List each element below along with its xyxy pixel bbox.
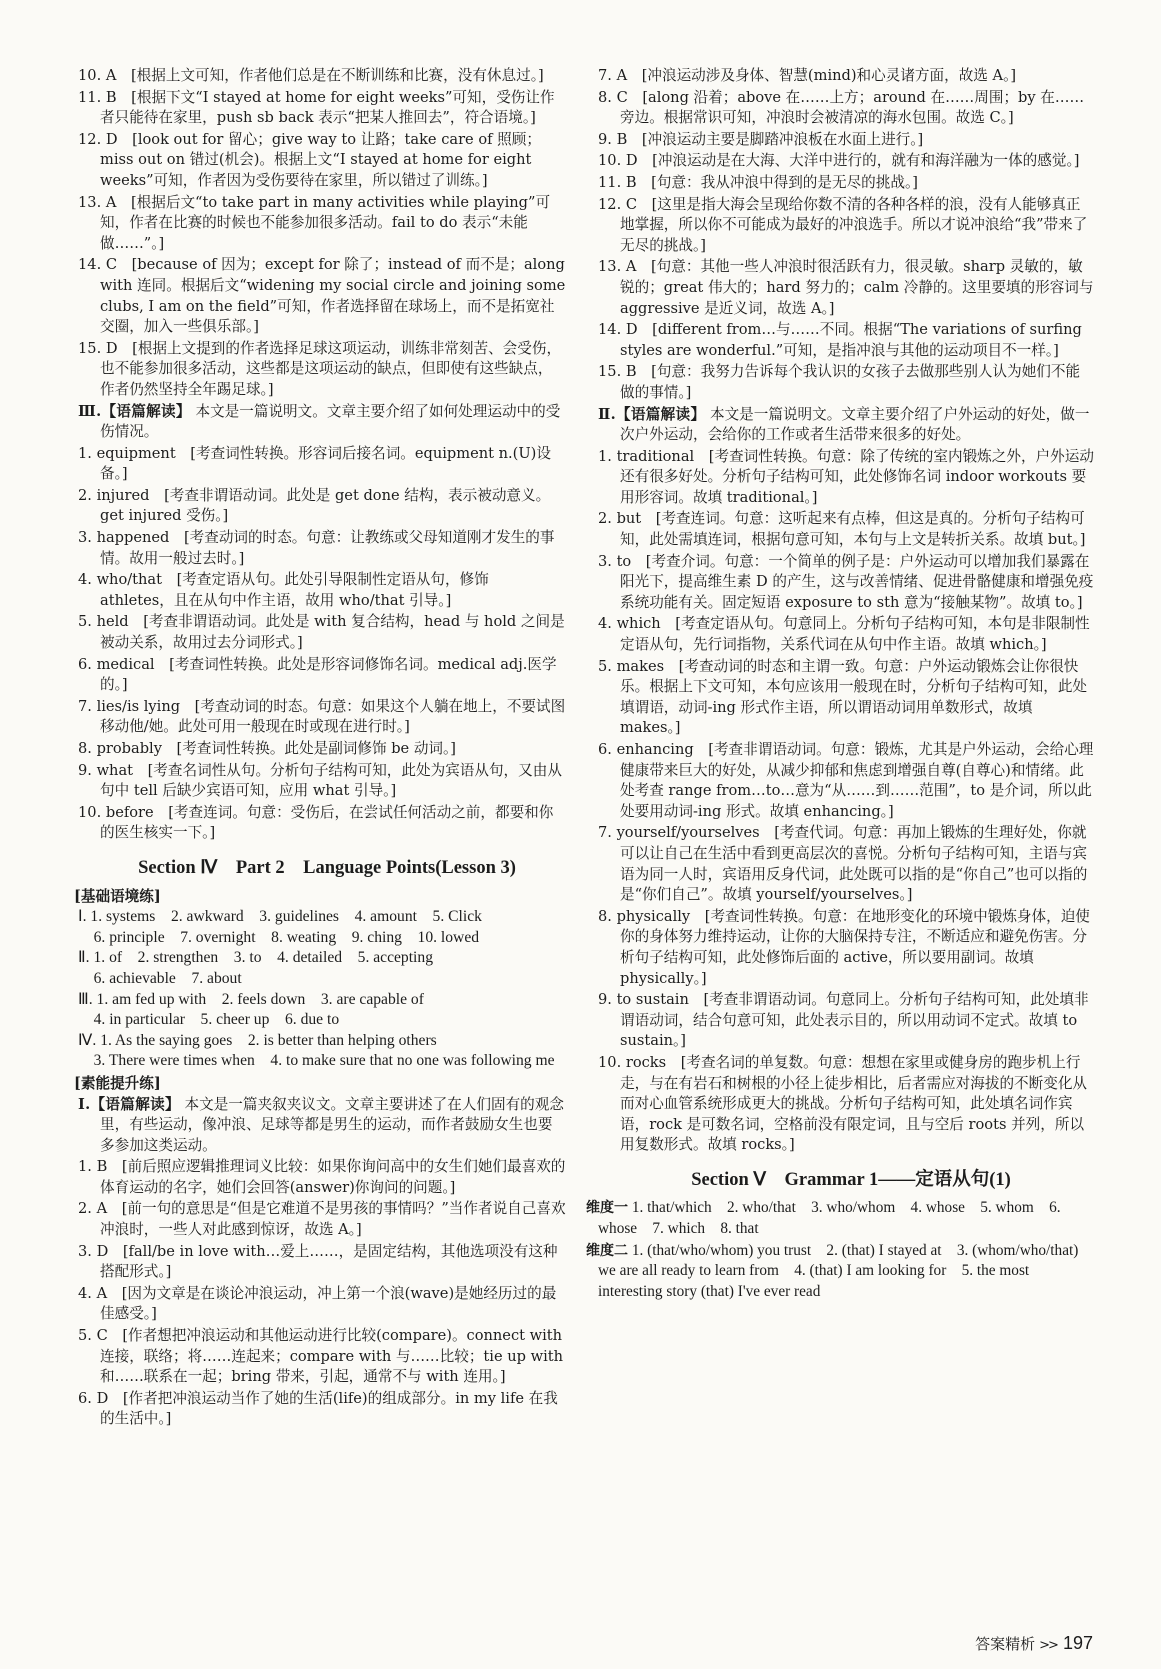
answer-item: 13. A [句意：其他一些人冲浪时很活跃有力，很灵敏。sharp 灵敏的，敏锐的；great 伟大的；hard 努力的；calm 冷静的。这里要填的形容词与 aggressive 是近义词，故选 A。] (598, 258, 1094, 317)
answer-item: 2. injured [考查非谓语动词。此处是 get done 结构，表示被动意义。get injured 受伤。] (78, 486, 551, 525)
section-ii-reading-block (598, 405, 1094, 446)
passage-i-reading-block (78, 1095, 566, 1157)
dimension-two-row (586, 1241, 1094, 1303)
basic-practice-heading: [基础语境练] (74, 887, 161, 905)
answer-item: 1. equipment [考查词性转换。形容词后接名词。equipment n.(U)设备。] (78, 444, 551, 483)
section-iv-title: Section Ⅳ Part 2 Language Points(Lesson 3) (138, 857, 516, 878)
vocab-row: 4. in particular 5. cheer up 6. due to (78, 1011, 340, 1029)
dimension-one-answers: 1. that/which 2. who/that 3. who/whom 4. whose 5. whom 6. whose 7. which 8. that (598, 1199, 1061, 1238)
dimension-two-label: 维度二 (586, 1242, 628, 1259)
chevron-right-icon: >> (1039, 1638, 1057, 1653)
answer-item: 7. lies/is lying [考查动词的时态。句意：如果这个人躺在地上，不要试图移动他/她。此处可用一般现在时或现在进行时。] (78, 697, 566, 736)
vocab-row: 6. principle 7. overnight 8. weating 9. ching 10. lowed (78, 928, 480, 946)
vocab-row: 3. There were times when 4. to make sure that no one was following me (78, 1052, 555, 1070)
vocab-answers (78, 907, 566, 1072)
answer-item: 12. C [这里是指大海会呈现给你数不清的各种各样的浪，没有人能够真正地掌握，所以你不可能成为最好的冲浪选手。所以才说冲浪给“我”带来了无尽的挑战。] (598, 195, 1088, 254)
answer-item: 1. traditional [考查词性转换。句意：除了传统的室内锻炼之外，户外运动还有很多好处。分析句子结构可知，此处修饰名词 indoor workouts 要用形容词。故填 traditional。] (598, 447, 1094, 506)
vocab-row: Ⅲ. 1. am fed up with 2. feels down 3. are capable of (78, 990, 424, 1008)
answer-item: 6. enhancing [考查非谓语动词。句意：锻炼，尤其是户外运动，会给心理健康带来巨大的好处，从减少抑郁和焦虑到增强自尊(自尊心)和情绪。此处考查 range from…to…意为“从……到……范围”，to 是介词，所以此处要用动词-ing 形式。故填 enhancing。] (598, 741, 1094, 820)
answer-item: 10. rocks [考查名词的单复数。句意：想想在家里或健身房的跑步机上行走，与在有岩石和树根的小径上徒步相比，后者需应对海拔的不断变化从而对心血管系统形成更大的挑战。分析句子结构可知，此处填名词作宾语，rock 是可数名词，空格前没有限定词，且与空后 roots 并列，所以用复数形式。故填 rocks。] (598, 1053, 1088, 1154)
answer-item: 5. makes [考查动词的时态和主谓一致。句意：户外运动锻炼会让你很快乐。根据上下文可知，本句应该用一般现在时，分析句子结构可知，此处填谓语，动词-ing 形式作主语，所以谓语动词用单数形式，故填 makes。] (598, 657, 1088, 737)
answer-item: 9. to sustain [考查非谓语动词。句意同上。分析句子结构可知，此处填非谓语动词，结合句意可知，此处表示目的，所以用动词不定式。故填 to sustain。] (598, 991, 1089, 1050)
answer-item: 11. B [根据下文“I stayed at home for eight weeks”可知，受伤让作者只能待在家里，push sb back 表示“把某人推回去”，符合语境。] (78, 88, 555, 127)
answer-item: 10. A [根据上文可知，作者他们总是在不断训练和比赛，没有休息过。] (78, 67, 544, 84)
answer-item: 7. A [冲浪运动涉及身体、智慧(mind)和心灵诸方面，故选 A。] (598, 67, 1017, 84)
vocab-row: Ⅱ. 1. of 2. strengthen 3. to 4. detailed 5. accepting (78, 949, 433, 967)
answer-item: 9. B [冲浪运动主要是脚踏冲浪板在水面上进行。] (598, 130, 924, 148)
vocab-row: Ⅳ. 1. As the saying goes 2. is better than helping others (78, 1031, 437, 1049)
section-ii-heading: Ⅱ.【语篇解读】 (598, 405, 706, 423)
answer-item: 4. which [考查定语从句。句意同上。分析句子结构可知，本句是非限制性定语从句，先行词指物，关系代词在从句中作主语。故填 which。] (598, 615, 1090, 654)
dimension-one-row (586, 1198, 1094, 1239)
section-v-title: Section Ⅴ Grammar 1——定语从句(1) (691, 1169, 1011, 1190)
answer-item: 3. happened [考查动词的时态。句意：让教练或父母知道刚才发生的事情。故用一般过去时。] (78, 529, 555, 567)
section-iii-reading-block (78, 402, 566, 443)
right-column (586, 66, 1094, 1303)
left-answer-list (78, 66, 566, 401)
section-ii-answer-list (598, 447, 1094, 1156)
answer-item: 7. yourself/yourselves [考查代词。句意：再加上锻炼的生理好处，你就可以让自己在生活中看到更高层次的喜悦。分析句子结构可知，主语与宾语为同一人时，宾语用反身代词，此处既可以指的是“你自己”也可以指的是“你们自己”。故填 yourself/yourselves。] (598, 824, 1088, 904)
answer-item: 4. who/that [考查定语从句。此处引导限制性定语从句，修饰 athletes，且在从句中作主语，故用 who/that 引导。] (78, 571, 489, 609)
vocab-row: 6. achievable 7. about (78, 969, 242, 987)
vocab-row: Ⅰ. 1. systems 2. awkward 3. guidelines 4. amount 5. Click (78, 908, 482, 926)
answer-item: 2. but [考查连词。句意：这听起来有点棒，但这是真的。分析句子结构可知，此处需填连词，根据句意可知，本句与上文是转折关系。故填 but。] (598, 510, 1086, 549)
answer-item: 2. A [前一句的意思是“但是它难道不是男孩的事情吗？”当作者说自己喜欢冲浪时，一些人对此感到惊讶，故选 A。] (78, 1200, 566, 1239)
section-iii-answer-list (78, 444, 566, 844)
answer-item: 10. D [冲浪运动是在大海、大洋中进行的，就有和海洋融为一体的感觉。] (598, 152, 1080, 170)
answer-item: 15. D [根据上文提到的作者选择足球这项运动，训练非常刻苦、会受伤，也不能参加很多活动，这些都是这项运动的缺点，但即使有这些缺点，作者仍然坚持全年踢足球。] (78, 339, 562, 398)
left-column (74, 66, 566, 1431)
answer-item: 4. A [因为文章是在谈论冲浪运动，冲上第一个浪(wave)是她经历过的最佳感受。] (78, 1284, 557, 1323)
answer-item: 5. C [作者想把冲浪运动和其他运动进行比较(compare)。connect with 连接，联络；将……连起来；compare with 与……比较；tie up with 和……联系在一起；bring 带来，引起，通常不与 with 连用。] (78, 1327, 564, 1386)
passage-i-heading: Ⅰ.【语篇解读】 (78, 1095, 180, 1113)
answer-item: 12. D [look out for 留心；give way to 让路；take care of 照顾；miss out on 错过(机会)。根据上文“I stayed at home for eight weeks”可知，作者因为受伤要待在家里，所以错过了训练。] (78, 130, 541, 189)
answer-item: 6. medical [考查词性转换。此处是形容词修饰名词。medical adj.医学的。] (78, 655, 557, 694)
dimension-one-label: 维度一 (586, 1200, 628, 1217)
answer-item: 14. C [because of 因为；except for 除了；instead of 而不是；along with 连同。根据后文“widening my social circle and joining some clubs, I am on the field”可知，作者选择留在球场上，而不是拓宽社交圈，加入一些俱乐部。] (78, 256, 566, 336)
section-ii-intro: 本文是一篇说明文。文章主要介绍了户外运动的好处，做一次户外运动，会给你的工作或者生活带来很多的好处。 (620, 405, 1090, 444)
answer-item: 15. B [句意：我努力告诉每个我认识的女孩子去做那些别人认为她们不能做的事情。] (598, 363, 1081, 401)
answer-item: 9. what [考查名词性从句。分析句子结构可知，此处为宾语从句，又由从句中 tell 后缺少宾语可知，应用 what 引导。] (78, 761, 562, 800)
answer-item: 14. D [different from…与……不同。根据“The variations of surfing styles are wonderful.”可知，是指冲浪与其他的运动项目不一样。] (598, 321, 1082, 359)
answer-item: 5. held [考查非谓语动词。此处是 with 复合结构，head 与 hold 之间是被动关系，故用过去分词形式。] (78, 613, 565, 652)
answer-item: 10. before [考查连词。句意：受伤后，在尝试任何活动之前，都要和你的医生核实一下。] (78, 803, 554, 842)
section-iii-intro: 本文是一篇说明文。文章主要介绍了如何处理运动中的受伤情况。 (100, 402, 561, 441)
page-footer (975, 1633, 1093, 1654)
answer-item: 1. B [前后照应逻辑推理词义比较：如果你询问高中的女生们她们最喜欢的体育运动的名字，她们会回答(answer)你询问的问题。] (78, 1158, 566, 1196)
dimension-two-answers: 1. (that/who/whom) you trust 2. (that) I stayed at 3. (whom/who/that) we are all ready to learn from 4. (that) I am looking for 5. the most interesting story (that) I've ever read (598, 1241, 1079, 1300)
answer-item: 8. probably [考查词性转换。此处是副词修饰 be 动词。] (78, 740, 456, 757)
passage-i-intro: 本文是一篇夹叙夹议文。文章主要讲述了在人们固有的观念里，有些运动，像冲浪、足球等都是男生的运动，而作者鼓励女生也要多参加这类运动。 (100, 1095, 564, 1154)
footer-label: 答案精析 (975, 1635, 1036, 1653)
answer-item: 3. to [考查介词。句意：一个简单的例子是：户外运动可以增加我们暴露在阳光下，提高维生素 D 的产生，这与改善情绪、促进骨骼健康和增强免疫系统功能有关。固定短语 exposure to sth 意为“接触某物”。故填 to。] (598, 552, 1094, 611)
answer-item: 6. D [作者把冲浪运动当作了她的生活(life)的组成部分。in my life 在我的生活中。] (78, 1389, 558, 1428)
answer-item: 8. physically [考查词性转换。句意：在地形变化的环境中锻炼身体，迫使你的身体努力维持运动，让你的大脑保持专注，不断适应和避免伤害。分析句子结构可知，此处修饰后面的 active，所以要用副词。故填 physically。] (598, 907, 1090, 987)
right-answer-list (598, 66, 1094, 404)
page-number: 197 (1062, 1633, 1093, 1653)
answer-item: 8. C [along 沿着；above 在……上方；around 在……周围；by 在……旁边。根据常识可知，冲浪时会被清凉的海水包围。故选 C。] (598, 88, 1085, 127)
answer-item: 13. A [根据后文“to take part in many activities while playing”可知，作者在比赛的时候也不能参加很多活动。fail to do 表示“未能做……”。] (78, 193, 551, 252)
passage-i-answer-list (78, 1157, 566, 1430)
section-iii-heading: Ⅲ.【语篇解读】 (78, 402, 191, 420)
answer-item: 11. B [句意：我从冲浪中得到的是无尽的挑战。] (598, 173, 918, 191)
answer-item: 3. D [fall/be in love with…爱上……，是固定结构，其他选项没有这种搭配形式。] (78, 1242, 558, 1281)
improve-practice-heading: [素能提升练] (74, 1074, 161, 1092)
